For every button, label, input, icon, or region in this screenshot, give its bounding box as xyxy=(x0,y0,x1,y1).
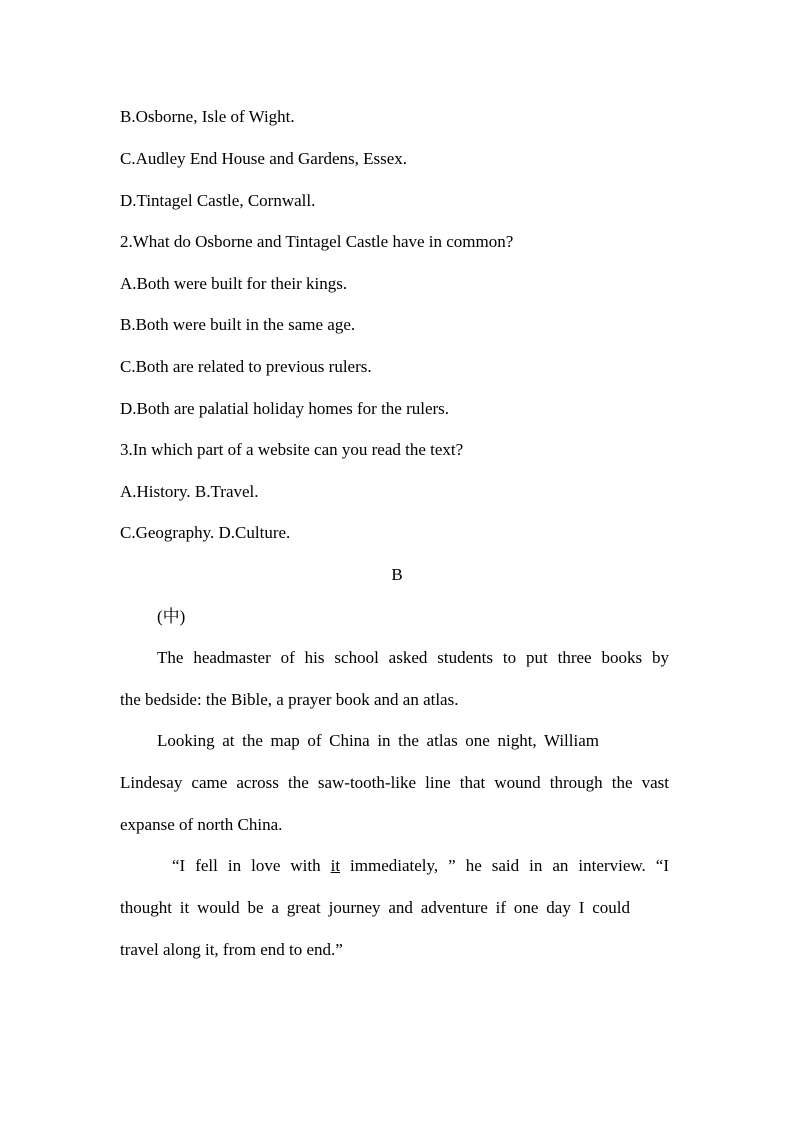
passage-p1-line2: the bedside: the Bible, a prayer book and an atlas. xyxy=(120,690,459,709)
passage-p3-line1 xyxy=(120,856,669,876)
q3-stem: 3.In which part of a website can you read the text? xyxy=(120,440,464,459)
q1-option-b: B.Osborne, Isle of Wight. xyxy=(120,107,295,126)
quote-underlined-word: it xyxy=(330,856,341,875)
q2-option-d: D.Both are palatial holiday homes for the rulers. xyxy=(120,399,450,418)
q2-option-b: B.Both were built in the same age. xyxy=(120,315,356,334)
passage-p2-line1: Looking at the map of China in the atlas one night, William xyxy=(157,731,599,750)
q2-stem: 2.What do Osborne and Tintagel Castle have in common? xyxy=(120,232,514,251)
q3-option-cd: C.Geography. D.Culture. xyxy=(120,523,291,542)
passage-p3-line3: travel along it, from end to end.” xyxy=(120,940,343,959)
quote-text-before: “I fell in love with xyxy=(172,856,331,875)
q1-option-d: D.Tintagel Castle, Cornwall. xyxy=(120,191,316,210)
q2-option-c: C.Both are related to previous rulers. xyxy=(120,357,372,376)
passage-p2-line2: Lindesay came across the saw-tooth-like line that wound through the vast xyxy=(120,773,669,792)
passage-p2-line3: expanse of north China. xyxy=(120,815,283,834)
q3-option-ab: A.History. B.Travel. xyxy=(120,482,259,501)
passage-p1-line1: The headmaster of his school asked students to put three books by xyxy=(157,648,669,667)
q2-option-a: A.Both were built for their kings. xyxy=(120,274,348,293)
section-heading: B xyxy=(391,565,403,584)
quote-text-after: immediately, ” he said in an interview. “I xyxy=(340,856,669,875)
q1-option-c: C.Audley End House and Gardens, Essex. xyxy=(120,149,408,168)
difficulty-label: (中) xyxy=(157,607,186,626)
passage-p3-line2: thought it would be a great journey and adventure if one day I could xyxy=(120,898,630,917)
